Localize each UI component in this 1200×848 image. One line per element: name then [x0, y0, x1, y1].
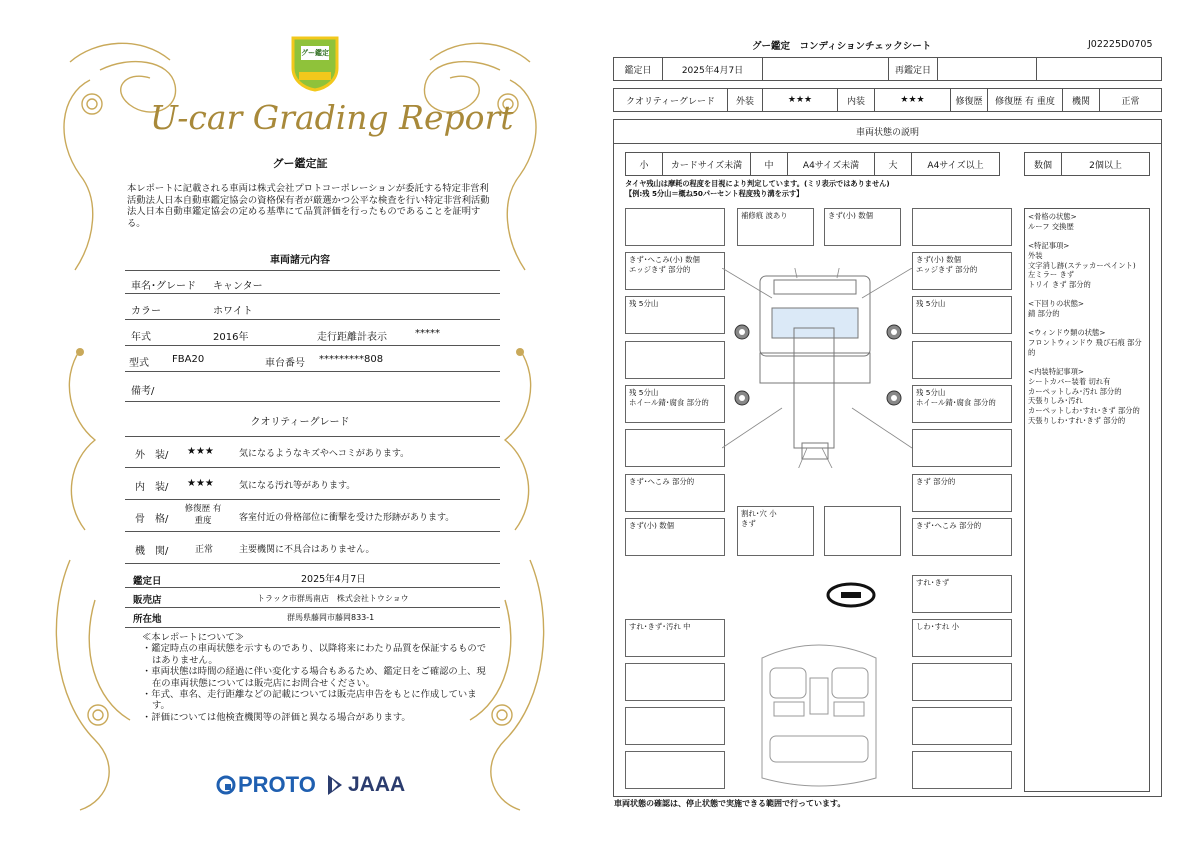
logo-text: グー鑑定 — [301, 49, 329, 57]
note-line: ルーフ 交換歴 — [1028, 221, 1074, 231]
damage-box — [625, 341, 725, 379]
grade-label: 機 関/ — [135, 546, 169, 557]
interior-seat-diagram — [752, 638, 886, 790]
exterior-label: 外装 — [727, 88, 763, 112]
remarks-label: 備考/ — [131, 386, 155, 397]
certificate-intro: 本レポートに記載される車両は株式会社プロトコーポレーションが委託する特定非営利活動法人日本自動車鑑定協会の資格保有者が厳選かつ公平な検査を行い特定非営利活動法人日本自動車鑑定協会の定める基準にて品質評価を行ったものであることを証明する。 — [127, 183, 490, 229]
color-value: ホワイト — [213, 306, 253, 317]
spacer — [1028, 231, 1146, 241]
grade-desc: 気になる汚れ等があります。 — [239, 481, 356, 491]
note-line: <ウィンドウ類の状態> — [1028, 328, 1106, 338]
size-small-label: 小 — [625, 152, 663, 176]
tire-example: 【例:残 5分山＝概ね50パーセント程度残り溝を示す】 — [625, 189, 804, 198]
jaaa-mark-icon — [326, 773, 344, 797]
empty-cell — [1036, 57, 1162, 81]
date-value: 2025年4月7日 — [301, 574, 366, 585]
repair-value: 修復歴 有 重度 — [987, 88, 1063, 112]
jaaa-logo — [326, 772, 405, 798]
note-line: シートカバー装着 切れ有 — [1028, 376, 1111, 386]
dealer-row — [125, 588, 500, 608]
name-label: 車名･グレード — [131, 281, 196, 292]
note-line: <骨格の状態> — [1028, 212, 1077, 221]
count-label: 数個 — [1024, 152, 1062, 176]
chassis-label: 車台番号 — [265, 358, 305, 369]
repair-label: 修復歴 — [950, 88, 988, 112]
condition-heading: 車両状態の説明 — [613, 119, 1162, 144]
tire-box: 残 5分山 ホイール錆･腐食 部分的 — [912, 385, 1012, 423]
interior-damage-box — [912, 663, 1012, 701]
report-title: U-car Grading Report — [150, 98, 514, 137]
note-line: <下回りの状態> — [1028, 299, 1085, 309]
date-row — [125, 564, 500, 588]
dealer-value: トラック市群馬南店 株式会社トウショウ — [257, 594, 409, 603]
grade-desc: 主要機関に不具合はありません。 — [239, 545, 375, 555]
sheet-title: グー鑑定 コンディションチェックシート — [752, 41, 932, 52]
note-line: 外装 — [1028, 250, 1043, 260]
steering-wheel-icon — [824, 580, 878, 610]
spec-row-model — [125, 346, 500, 372]
damage-box: きず(小) 数個 — [824, 208, 901, 246]
mileage-label: 走行距離計表示 — [317, 332, 387, 343]
damage-box: きず 部分的 — [912, 474, 1012, 512]
note-item: ・鑑定時点の車両状態を示すものであり、以降将来にわたり品質を保証するものではありません。 — [142, 643, 486, 666]
report-notes — [142, 632, 494, 723]
goo-kantei-logo — [287, 32, 343, 92]
grade-row-frame — [125, 500, 500, 532]
damage-box: きず･へこみ(小) 数個 エッジきず 部分的 — [625, 252, 725, 290]
note-item: ・車両状態は時間の経過に伴い変化する場合もあるため、鑑定日をご確認の上、現在の車両状態については販売店にお問合せください。 — [142, 666, 486, 689]
interior-damage-box — [912, 707, 1012, 745]
interior-damage-box: すれ･きず･汚れ 中 — [625, 619, 725, 657]
size-large-desc: A4サイズ以上 — [911, 152, 1000, 176]
interior-damage-box — [625, 707, 725, 745]
address-row — [125, 608, 500, 628]
date-label: 鑑定日 — [613, 57, 663, 81]
note-line: 天張りしわ･すれ･きず 部分的 — [1028, 415, 1126, 425]
year-label: 年式 — [131, 332, 151, 343]
spacer — [1028, 290, 1146, 300]
interior-label: 内装 — [837, 88, 875, 112]
tire-box: 残 5分山 ホイール錆･腐食 部分的 — [625, 385, 725, 423]
damage-box — [912, 208, 1012, 246]
note-line: 左ミラー きず — [1028, 270, 1075, 280]
spec-row-name — [125, 270, 500, 294]
tire-box: 残 5分山 — [625, 296, 725, 334]
date-value: 2025年4月7日 — [662, 57, 763, 81]
damage-box: 割れ･穴 小 きず — [737, 506, 814, 556]
interior-damage-box — [625, 751, 725, 789]
notes-title: ≪本レポートについて≫ — [142, 632, 245, 643]
quality-heading: クオリティーグレード — [250, 417, 350, 428]
address-value: 群馬県藤岡市藤岡833-1 — [287, 613, 375, 622]
damage-box — [912, 429, 1012, 467]
chassis-value: *********808 — [319, 354, 384, 365]
damage-box — [625, 208, 725, 246]
quality-grade-label: クオリティーグレード — [613, 88, 728, 112]
grade-desc: 気になるようなキズやヘコミがあります。 — [239, 449, 410, 459]
empty-cell — [762, 57, 889, 81]
count-desc: 2個以上 — [1061, 152, 1150, 176]
grade-label: 内 装/ — [135, 482, 169, 493]
year-value: 2016年 — [213, 332, 249, 343]
spec-row-color — [125, 294, 500, 320]
name-value: キャンター — [213, 281, 263, 292]
date-label: 鑑定日 — [133, 576, 162, 587]
certificate-subtitle: グー鑑定証 — [272, 157, 328, 170]
grade-value: ★★★ — [187, 446, 214, 457]
tire-note: タイヤ残山は摩耗の程度を目視により判定しています。(ミリ表示ではありません) — [625, 179, 890, 188]
damage-box: きず(小) 数個 — [625, 518, 725, 556]
sheet-footer: 車両状態の確認は、停止状態で実施できる範囲で行っています。 — [614, 799, 846, 808]
redate-label: 再鑑定日 — [888, 57, 938, 81]
jaaa-text: JAAA — [348, 773, 406, 796]
proto-logo — [216, 772, 316, 798]
spacer — [1028, 319, 1146, 329]
truck-top-view — [722, 268, 912, 468]
grade-row-engine — [125, 532, 500, 564]
note-line: カーペットしわ･すれ･きず 部分的 — [1028, 406, 1140, 415]
grade-value: 正常 — [195, 545, 214, 555]
proto-mark-icon — [216, 775, 236, 795]
note-line: トリイ きず 部分的 — [1028, 279, 1091, 289]
note-line: フロントウィンドウ 飛び石痕 部分的 — [1028, 338, 1142, 357]
grade-desc: 客室付近の骨格部位に衝撃を受けた形跡があります。 — [239, 513, 455, 523]
damage-box: きず･へこみ 部分的 — [912, 518, 1012, 556]
size-mid-label: 中 — [750, 152, 788, 176]
note-line: <特記事項> — [1028, 241, 1070, 251]
grade-row-exterior — [125, 436, 500, 468]
proto-text: PROTO — [238, 772, 316, 797]
interior-damage-box — [912, 751, 1012, 789]
spacer — [1028, 358, 1146, 368]
note-line: 錆 部分的 — [1028, 309, 1060, 318]
sheet-id: J02225D0705 — [1088, 39, 1153, 50]
spec-row-remarks — [125, 372, 500, 402]
dealer-label: 販売店 — [133, 595, 162, 606]
address-label: 所在地 — [133, 614, 162, 625]
grade-label: 外 装/ — [135, 450, 169, 461]
interior-damage-box: しわ･すれ 小 — [912, 619, 1012, 657]
model-value: FBA20 — [172, 354, 205, 365]
interior-value: ★★★ — [874, 88, 951, 112]
mileage-value: ***** — [415, 328, 440, 339]
note-line: 文字消し跡(ステッカーペイント) — [1028, 260, 1136, 270]
interior-damage-box: すれ･きず — [912, 575, 1012, 613]
note-line: カーペットしみ･汚れ 部分的 — [1028, 386, 1122, 396]
specs-heading: 車両諸元内容 — [270, 255, 330, 266]
grade-value: 修復歴 有 重度 — [184, 504, 222, 526]
note-item: ・年式、車名、走行距離などの記載については販売店申告をもとに作成しています。 — [142, 689, 477, 712]
note-line: <内装特記事項> — [1028, 367, 1085, 377]
size-large-label: 大 — [874, 152, 912, 176]
note-item: ・評価については他検査機関等の評価と異なる場合があります。 — [142, 711, 411, 723]
grade-value: ★★★ — [187, 478, 214, 489]
tire-box: 残 5分山 — [912, 296, 1012, 334]
damage-box: きず･へこみ 部分的 — [625, 474, 725, 512]
engine-label: 機関 — [1062, 88, 1100, 112]
exterior-value: ★★★ — [762, 88, 838, 112]
grade-row-interior — [125, 468, 500, 500]
grade-label: 骨 格/ — [135, 514, 169, 525]
size-small-desc: カードサイズ未満 — [662, 152, 751, 176]
spec-row-year — [125, 320, 500, 346]
special-notes-box — [1024, 208, 1150, 792]
redate-value — [937, 57, 1037, 81]
size-mid-desc: A4サイズ未満 — [787, 152, 875, 176]
note-line: 天張りしみ･汚れ — [1028, 396, 1083, 406]
damage-box — [625, 429, 725, 467]
damage-box: きず(小) 数個 エッジきず 部分的 — [912, 252, 1012, 290]
damage-box: 補修痕 波あり — [737, 208, 814, 246]
damage-box — [824, 506, 901, 556]
damage-box — [912, 341, 1012, 379]
model-label: 型式 — [129, 358, 149, 369]
interior-damage-box — [625, 663, 725, 701]
color-label: カラー — [131, 306, 161, 317]
engine-value: 正常 — [1099, 88, 1162, 112]
